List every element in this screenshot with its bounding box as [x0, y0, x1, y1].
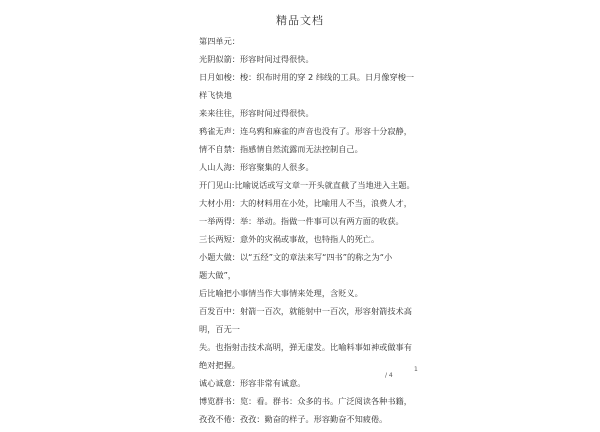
text-line: 绝对把握。 — [199, 360, 240, 370]
text-line: 情不自禁：指感情自然流露而无法控制自己。 — [199, 144, 363, 154]
text-line: 日月如梭：梭：织布时用的穿 2 纬线的工具。日月像穿梭一 — [199, 72, 415, 82]
text-line: 博览群书：览：看。群书：众多的书。广泛阅读各种书籍， — [199, 396, 412, 406]
text-line: 来来往往，形容时间过得很快。 — [199, 108, 314, 118]
text-line: 后比喻把小事情当作大事情来处理，含贬义。 — [199, 288, 363, 298]
text-line: 开门见山:比喻说话或写文章一开头就直截了当地进入主题。 — [199, 180, 415, 190]
page-mark: 1 — [414, 366, 418, 373]
text-line: 人山人海：形容聚集的人很多。 — [199, 162, 314, 172]
text-line: 一举两得：举：举动。指做一件事可以有两方面的收获。 — [199, 216, 404, 226]
text-line: 光阴似箭：形容时间过得很快。 — [199, 54, 314, 64]
page-title: 精品文档 — [276, 14, 324, 27]
text-line: 小题大做：以“五经”文的章法来写“四书”的称之为“小 — [199, 252, 393, 262]
text-line: 样飞快地 — [199, 90, 232, 100]
page-number: / 4 — [385, 372, 393, 379]
text-line: 诚心诚意：形容非常有诚意。 — [199, 378, 306, 388]
text-line: 孜孜不倦：孜孜：勤奋的样子。形容勤奋不知疲倦。 — [199, 414, 388, 424]
text-line: 第四单元： — [199, 36, 240, 46]
text-line: 三长两短：意外的灾祸或事故，也特指人的死亡。 — [199, 234, 380, 244]
text-line: 百发百中：射箭一百次，就能射中一百次，形容射箭技术高 — [199, 306, 412, 316]
text-line: 大材小用：大的材料用在小处，比喻用人不当，浪费人才， — [199, 198, 412, 208]
text-line: 题大做”， — [199, 270, 236, 280]
text-line: 明，百无一 — [199, 324, 240, 334]
text-line: 失。也指射击技术高明，弹无虚发。比喻料事如神或做事有 — [199, 342, 412, 352]
text-line: 鸦雀无声：连乌鸦和麻雀的声音也没有了。形容十分寂静， — [199, 126, 412, 136]
